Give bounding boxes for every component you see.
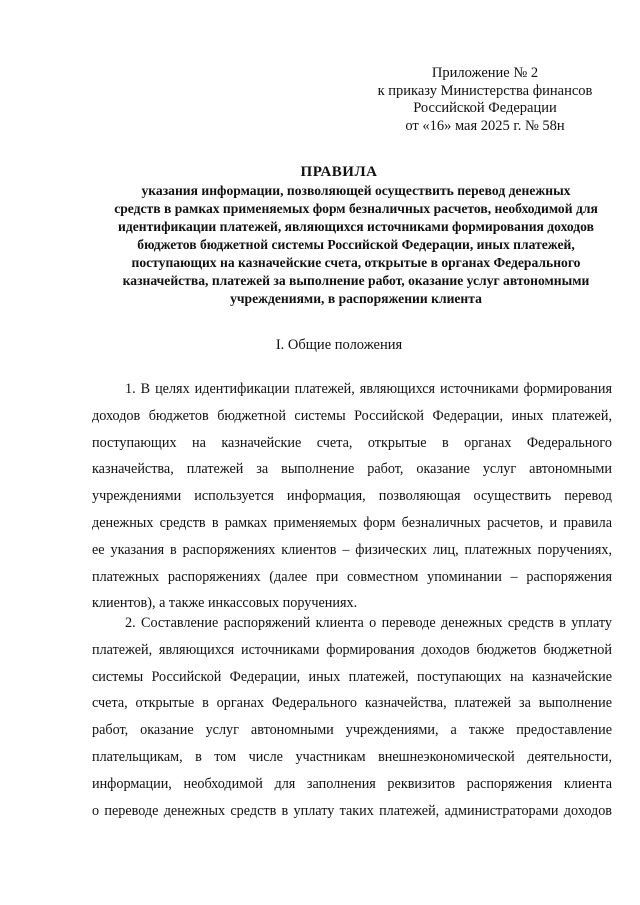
paragraph-line: учреждениями используется информация, позволяющая осуществить перевод xyxy=(92,488,612,505)
subtitle-line: указания информации, позволяющей осуществить перевод денежных xyxy=(141,183,571,198)
subtitle-line: идентификации платежей, являющихся источниками формирования доходов xyxy=(118,219,594,234)
paragraph-2 xyxy=(92,610,612,824)
appendix-order-ref: к приказу Министерства финансов xyxy=(377,82,593,99)
paragraph-line: платежных распоряжениях (далее при совместном упоминании – распоряжения xyxy=(92,568,612,585)
appendix-date: от «16» мая 2025 г. № 58н xyxy=(405,117,565,134)
appendix-number: Приложение № 2 xyxy=(431,65,539,81)
paragraph-line: о переводе денежных средств в уплату таких платежей, администраторами доходов xyxy=(92,802,612,819)
appendix-header xyxy=(360,65,610,135)
paragraph-line: клиентов), а также инкассовых поручениях. xyxy=(92,595,358,612)
paragraph-line: ее указания в распоряжениях клиентов – физических лиц, платежных поручениях, xyxy=(92,541,612,558)
paragraph-line: плательщикам, в том числе участникам внешнеэкономической деятельности, xyxy=(92,748,612,765)
paragraph-line: 1. В целях идентификации платежей, являющихся источниками формирования xyxy=(125,381,612,397)
subtitle-line: учреждениями, в распоряжении клиента xyxy=(230,291,482,306)
paragraph-line: счета, открытые в органах Федерального казначейства, платежей за выполнение xyxy=(92,695,612,712)
document-title: ПРАВИЛА xyxy=(300,164,378,180)
document-subtitle xyxy=(90,182,622,308)
paragraph-line: казначейства, платежей за выполнение работ, оказание услуг автономными xyxy=(92,461,612,478)
paragraph-line: денежных средств в рамках применяемых форм безналичных расчетов, и правила xyxy=(92,514,612,531)
paragraph-line: системы Российской Федерации, иных платежей, поступающих на казначейские xyxy=(92,668,612,685)
paragraph-1 xyxy=(92,376,612,617)
paragraph-line: информации, необходимой для заполнения реквизитов распоряжения клиента xyxy=(92,775,612,792)
appendix-country: Российской Федерации xyxy=(413,100,557,116)
subtitle-line: казначейства, платежей за выполнение работ, оказание услуг автономными xyxy=(122,273,590,288)
subtitle-line: средств в рамках применяемых форм безналичных расчетов, необходимой для xyxy=(114,201,598,216)
paragraph-line: поступающих на казначейские счета, открытые в органах Федерального xyxy=(92,434,612,451)
subtitle-line: поступающих на казначейские счета, открытые в органах Федерального xyxy=(131,255,581,270)
paragraph-line: 2. Составление распоряжений клиента о переводе денежных средств в уплату xyxy=(125,615,612,631)
paragraph-line: доходов бюджетов бюджетной системы Российской Федерации, иных платежей, xyxy=(92,407,612,424)
subtitle-line: бюджетов бюджетной системы Российской Федерации, иных платежей, xyxy=(137,237,575,252)
paragraph-line: работ, оказание услуг автономными учреждениями, а также предоставление xyxy=(92,722,612,739)
paragraph-line: платежей, являющихся источниками формирования доходов бюджетов бюджетной xyxy=(92,641,612,658)
section-heading: I. Общие положения xyxy=(275,337,403,353)
